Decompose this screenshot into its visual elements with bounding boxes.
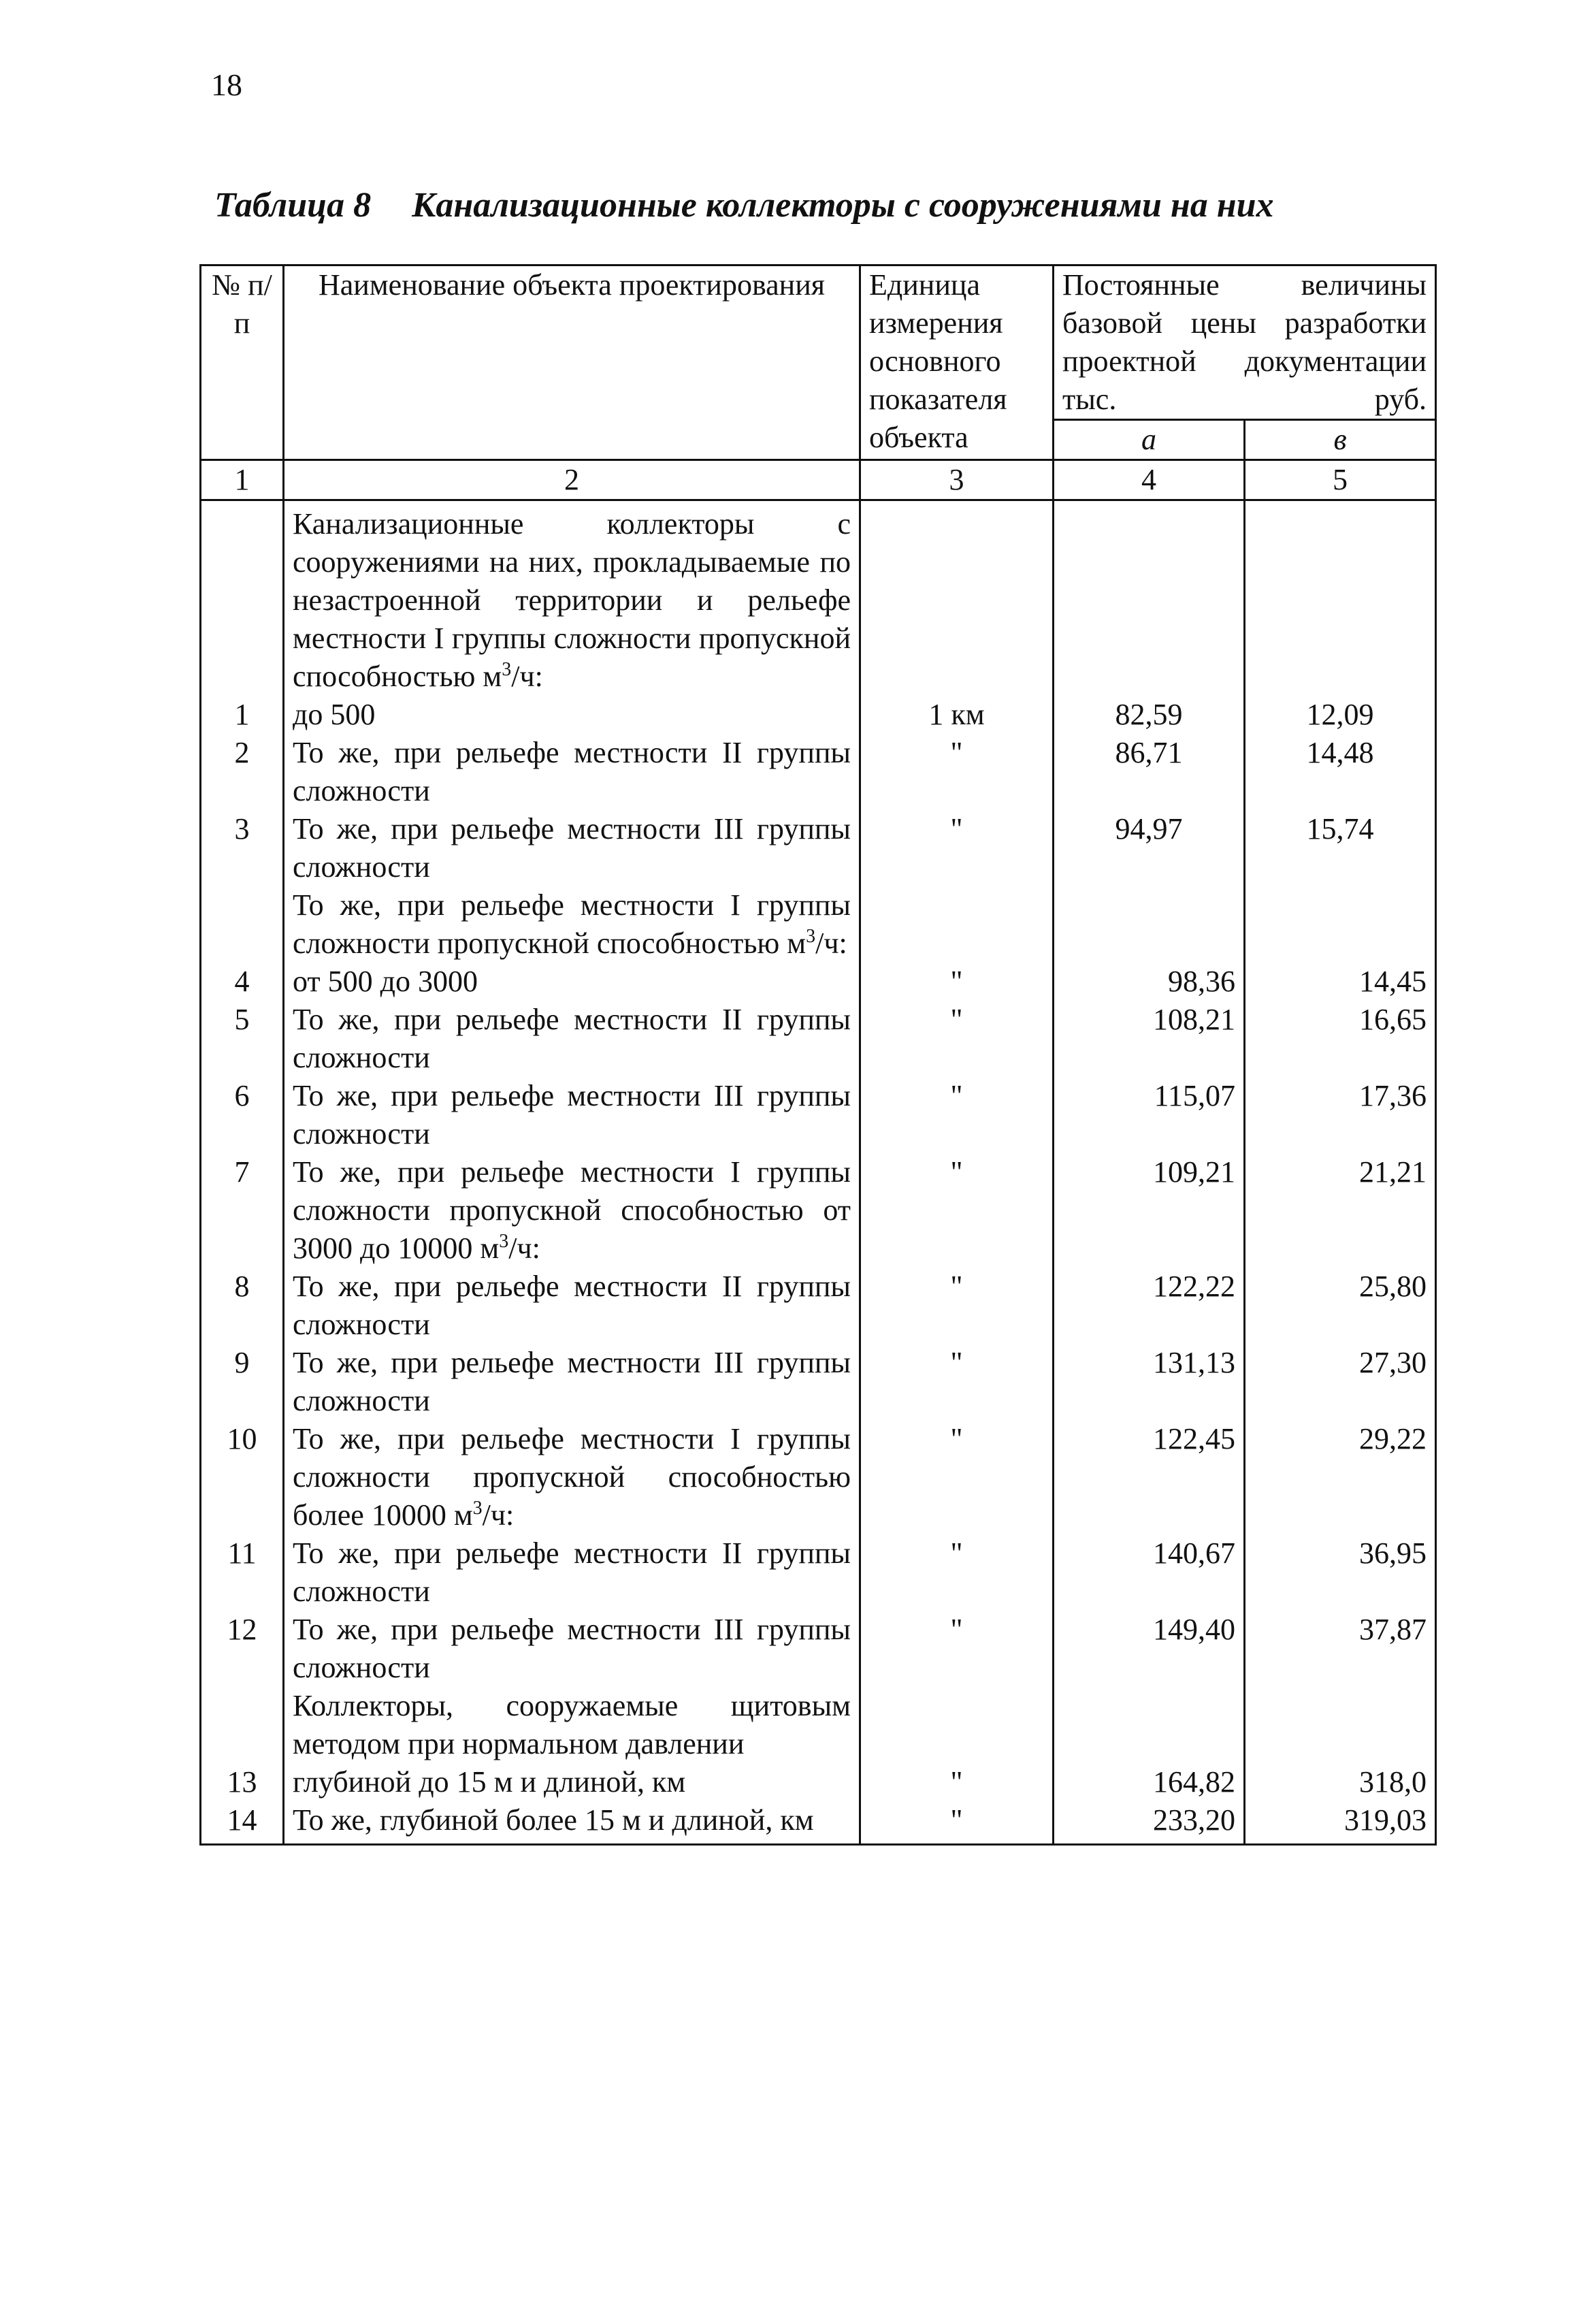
row-name: То же, при рельефе местности III группы сложности xyxy=(284,810,860,886)
row-number: 12 xyxy=(201,1611,284,1687)
row-number: 3 xyxy=(201,810,284,886)
header-num: № п/п xyxy=(201,265,284,460)
row-value-b: 12,09 xyxy=(1245,696,1436,734)
row-unit: " xyxy=(860,1801,1054,1845)
table-row xyxy=(201,734,1436,810)
row-number: 9 xyxy=(201,1344,284,1420)
row-value-a: 122,45 xyxy=(1054,1420,1245,1534)
row-name: То же, при рельефе местности I группы сложности пропускной способностью $м^3/ч$: xyxy=(284,886,860,963)
row-unit: " xyxy=(860,810,1054,886)
header-col-a: а xyxy=(1054,420,1245,460)
row-value-a: 131,13 xyxy=(1054,1344,1245,1420)
row-value-a: 108,21 xyxy=(1054,1001,1245,1077)
row-value-a: 98,36 xyxy=(1054,963,1245,1001)
row-unit: " xyxy=(860,1534,1054,1611)
table-row xyxy=(201,500,1436,696)
table-row xyxy=(201,1268,1436,1344)
row-name: То же, при рельефе местности I группы сложности пропускной способностью от 3000 до 10000 $м^3/ч$: xyxy=(284,1153,860,1268)
row-value-a: 115,07 xyxy=(1054,1077,1245,1153)
column-number: 4 xyxy=(1054,460,1245,500)
row-value-a: 149,40 xyxy=(1054,1611,1245,1687)
row-value-b: 36,95 xyxy=(1245,1534,1436,1611)
row-unit: " xyxy=(860,1344,1054,1420)
row-name: То же, при рельефе местности I группы сложности пропускной способностью более 10000 $м^3/ч$: xyxy=(284,1420,860,1534)
column-number: 2 xyxy=(284,460,860,500)
row-unit: " xyxy=(860,1153,1054,1268)
row-name: То же, при рельефе местности II группы сложности xyxy=(284,1001,860,1077)
row-number xyxy=(201,500,284,696)
row-value-a: 86,71 xyxy=(1054,734,1245,810)
row-number: 2 xyxy=(201,734,284,810)
row-value-a: 94,97 xyxy=(1054,810,1245,886)
row-number xyxy=(201,1687,284,1763)
row-value-a: 140,67 xyxy=(1054,1534,1245,1611)
row-value-b: 21,21 xyxy=(1245,1153,1436,1268)
row-value-b: 318,0 xyxy=(1245,1763,1436,1801)
row-unit: " xyxy=(860,963,1054,1001)
row-name: То же, при рельефе местности II группы сложности xyxy=(284,734,860,810)
table-row xyxy=(201,963,1436,1001)
table-row xyxy=(201,1687,1436,1763)
row-name: глубиной до 15 м и длиной, км xyxy=(284,1763,860,1801)
table-row xyxy=(201,1763,1436,1801)
row-value-b: 16,65 xyxy=(1245,1001,1436,1077)
row-value-b: 17,36 xyxy=(1245,1077,1436,1153)
row-number xyxy=(201,886,284,963)
row-value-b xyxy=(1245,500,1436,696)
row-unit: " xyxy=(860,1001,1054,1077)
row-value-b: 29,22 xyxy=(1245,1420,1436,1534)
row-name: То же, при рельефе местности III группы сложности xyxy=(284,1077,860,1153)
row-value-a: 109,21 xyxy=(1054,1153,1245,1268)
row-unit: " xyxy=(860,1077,1054,1153)
row-unit: " xyxy=(860,1611,1054,1687)
row-number: 1 xyxy=(201,696,284,734)
header-name: Наименование объекта проектирования xyxy=(284,265,860,460)
table-row xyxy=(201,1420,1436,1534)
row-unit: " xyxy=(860,1763,1054,1801)
page-number: 18 xyxy=(211,67,242,102)
table-row xyxy=(201,1801,1436,1845)
column-numbers-row xyxy=(201,460,1436,500)
header-col-b: в xyxy=(1245,420,1436,460)
row-unit xyxy=(860,500,1054,696)
row-name: Коллекторы, сооружаемые щитовым методом при нормальном давлении xyxy=(284,1687,860,1763)
row-value-a xyxy=(1054,1687,1245,1763)
row-unit: " xyxy=(860,734,1054,810)
table-row xyxy=(201,1344,1436,1420)
row-value-a xyxy=(1054,886,1245,963)
row-value-b: 27,30 xyxy=(1245,1344,1436,1420)
row-name: от 500 до 3000 xyxy=(284,963,860,1001)
row-name: до 500 xyxy=(284,696,860,734)
row-value-a: 164,82 xyxy=(1054,1763,1245,1801)
row-name: То же, при рельефе местности III группы сложности xyxy=(284,1344,860,1420)
table-body xyxy=(201,500,1436,1845)
row-number: 10 xyxy=(201,1420,284,1534)
table-caption-label: Таблица 8 xyxy=(214,186,372,225)
row-unit: 1 км xyxy=(860,696,1054,734)
row-number: 7 xyxy=(201,1153,284,1268)
table-row xyxy=(201,1077,1436,1153)
row-unit xyxy=(860,886,1054,963)
row-value-a: 82,59 xyxy=(1054,696,1245,734)
row-name: То же, при рельефе местности II группы сложности xyxy=(284,1268,860,1344)
table-row xyxy=(201,886,1436,963)
table-row xyxy=(201,810,1436,886)
column-number: 5 xyxy=(1245,460,1436,500)
table-caption xyxy=(214,185,1274,225)
row-number: 14 xyxy=(201,1801,284,1845)
table-row xyxy=(201,1534,1436,1611)
row-name: То же, при рельефе местности III группы сложности xyxy=(284,1611,860,1687)
row-value-b: 25,80 xyxy=(1245,1268,1436,1344)
row-value-b: 14,48 xyxy=(1245,734,1436,810)
row-unit: " xyxy=(860,1420,1054,1534)
row-name: То же, при рельефе местности II группы сложности xyxy=(284,1534,860,1611)
table-row xyxy=(201,1611,1436,1687)
table-caption-title: Канализационные коллекторы с сооружениями на них xyxy=(412,186,1274,225)
row-value-b: 15,74 xyxy=(1245,810,1436,886)
table-row xyxy=(201,1153,1436,1268)
row-name: То же, глубиной более 15 м и длиной, км xyxy=(284,1801,860,1845)
row-value-a xyxy=(1054,500,1245,696)
row-value-a: 233,20 xyxy=(1054,1801,1245,1845)
row-number: 11 xyxy=(201,1534,284,1611)
row-unit xyxy=(860,1687,1054,1763)
column-number: 3 xyxy=(860,460,1054,500)
table-row xyxy=(201,696,1436,734)
row-value-b: 319,03 xyxy=(1245,1801,1436,1845)
row-value-b xyxy=(1245,886,1436,963)
row-number: 8 xyxy=(201,1268,284,1344)
header-values-group: Постоянные величины базовой цены разработки проектной документации тыс. руб. xyxy=(1054,265,1436,420)
rates-table xyxy=(199,264,1437,1846)
row-value-b xyxy=(1245,1687,1436,1763)
row-number: 5 xyxy=(201,1001,284,1077)
row-value-b: 14,45 xyxy=(1245,963,1436,1001)
header-unit: Единица измерения основного показателя объекта xyxy=(860,265,1054,460)
table-row xyxy=(201,1001,1436,1077)
column-number: 1 xyxy=(201,460,284,500)
row-number: 6 xyxy=(201,1077,284,1153)
row-number: 4 xyxy=(201,963,284,1001)
row-unit: " xyxy=(860,1268,1054,1344)
row-number: 13 xyxy=(201,1763,284,1801)
row-value-a: 122,22 xyxy=(1054,1268,1245,1344)
row-value-b: 37,87 xyxy=(1245,1611,1436,1687)
row-name: Канализационные коллекторы с сооружениями на них, прокладываемые по незастроенной территории и рельефе местности I группы сложности пропускной способностью $м^3/ч$: xyxy=(284,500,860,696)
